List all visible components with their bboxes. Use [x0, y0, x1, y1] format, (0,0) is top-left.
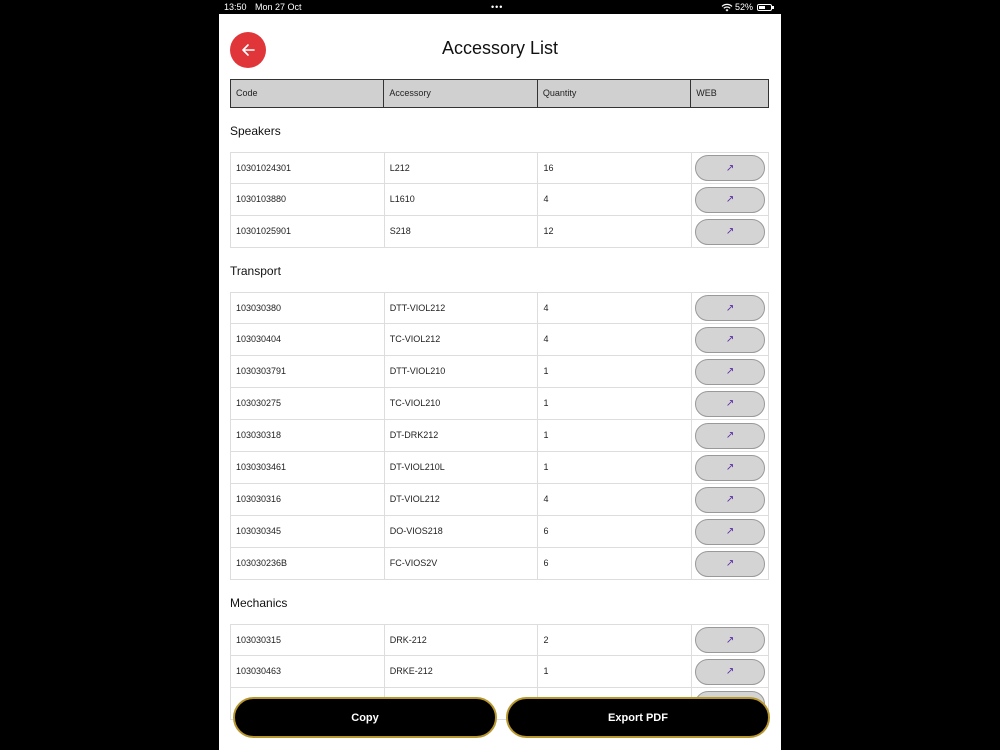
cell-accessory: DTT-VIOL210 [385, 356, 539, 387]
cell-code: 103030345 [231, 516, 385, 547]
cell-quantity: 6 [538, 548, 692, 579]
cell-quantity: 1 [538, 452, 692, 483]
external-link-icon: ↗ [725, 558, 735, 569]
table-row [230, 184, 769, 216]
battery-percent: 52% [735, 2, 754, 12]
copy-button[interactable]: Copy [233, 697, 497, 738]
cell-code: 103030316 [231, 484, 385, 515]
cell-code: 1030303461 [231, 452, 385, 483]
cell-code: 103030404 [231, 324, 385, 355]
table-row [230, 516, 769, 548]
open-web-button[interactable] [695, 295, 765, 321]
external-link-icon: ↗ [725, 462, 735, 473]
section-title: Speakers [230, 124, 281, 138]
column-header-code: Code [231, 80, 384, 107]
cell-accessory: DT-VIOL212 [385, 484, 539, 515]
cell-accessory: FC-VIOS2V [385, 548, 539, 579]
open-web-button[interactable] [695, 487, 765, 513]
external-link-icon: ↗ [725, 366, 735, 377]
cell-web [692, 656, 769, 687]
table-row [230, 484, 769, 516]
external-link-icon: ↗ [725, 194, 735, 205]
cell-quantity: 4 [538, 184, 692, 215]
cell-web [692, 484, 769, 515]
open-web-button[interactable] [695, 551, 765, 577]
section-title: Transport [230, 264, 281, 278]
cell-web [692, 452, 769, 483]
table-row [230, 624, 769, 656]
accessory-table[interactable] [230, 79, 769, 691]
status-bar [219, 0, 781, 14]
cell-quantity: 2 [538, 625, 692, 655]
cell-quantity: 4 [538, 324, 692, 355]
external-link-icon: ↗ [725, 666, 735, 677]
cell-accessory: L212 [385, 153, 539, 183]
table-row [230, 548, 769, 580]
table-row [230, 356, 769, 388]
app-screen [219, 0, 781, 750]
open-web-button[interactable] [695, 391, 765, 417]
cell-accessory: DRK-212 [385, 625, 539, 655]
external-link-icon: ↗ [725, 226, 735, 237]
table-row [230, 452, 769, 484]
status-date: Mon 27 Oct [255, 2, 302, 12]
open-web-button[interactable] [695, 187, 765, 213]
table-header [230, 79, 769, 108]
cell-quantity: 1 [538, 356, 692, 387]
external-link-icon: ↗ [725, 494, 735, 505]
cell-web [692, 324, 769, 355]
column-header-web: WEB [696, 88, 717, 98]
cell-code: 103030380 [231, 293, 385, 323]
cell-quantity: 1 [538, 656, 692, 687]
open-web-button[interactable] [695, 155, 765, 181]
cell-accessory: TC-VIOL210 [385, 388, 539, 419]
cell-quantity: 1 [538, 420, 692, 451]
cell-web [692, 356, 769, 387]
page-title: Accessory List [441, 38, 559, 58]
table-row [230, 324, 769, 356]
cell-quantity: 1 [538, 388, 692, 419]
table-body [230, 108, 769, 720]
battery-icon [757, 4, 772, 11]
external-link-icon: ↗ [725, 302, 735, 314]
cell-code: 103030275 [231, 388, 385, 419]
status-time: 13:50 [224, 2, 247, 12]
table-row [230, 388, 769, 420]
cell-code: 103030463 [231, 656, 385, 687]
column-header-accessory: Accessory [384, 80, 537, 107]
open-web-button[interactable] [695, 627, 765, 653]
external-link-icon: ↗ [725, 634, 735, 646]
cell-accessory: L1610 [385, 184, 539, 215]
cell-web [692, 625, 769, 655]
open-web-button[interactable] [695, 327, 765, 353]
cell-quantity: 12 [538, 216, 692, 247]
cell-web [692, 420, 769, 451]
cell-web [692, 293, 769, 323]
cell-web [692, 184, 769, 215]
cell-web [692, 216, 769, 247]
wifi-icon [721, 3, 733, 12]
external-link-icon: ↗ [725, 162, 735, 174]
cell-code: 10301025901 [231, 216, 385, 247]
open-web-button[interactable] [695, 519, 765, 545]
table-row [230, 656, 769, 688]
open-web-button[interactable] [695, 359, 765, 385]
open-web-button[interactable] [695, 659, 765, 685]
table-row [230, 216, 769, 248]
cell-quantity: 6 [538, 516, 692, 547]
cell-accessory: DRKE-212 [385, 656, 539, 687]
cell-quantity: 16 [538, 153, 692, 183]
cell-accessory: DTT-VIOL212 [385, 293, 539, 323]
table-row [230, 292, 769, 324]
cell-accessory: TC-VIOL212 [385, 324, 539, 355]
external-link-icon: ↗ [725, 334, 735, 345]
multitasking-dots-icon[interactable]: ••• [491, 2, 504, 12]
external-link-icon: ↗ [725, 526, 735, 537]
cell-code: 1030303791 [231, 356, 385, 387]
cell-code: 103030315 [231, 625, 385, 655]
external-link-icon: ↗ [725, 398, 735, 409]
open-web-button[interactable] [695, 219, 765, 245]
cell-code: 1030103880 [231, 184, 385, 215]
table-row [230, 420, 769, 452]
cell-web [692, 388, 769, 419]
cell-accessory: S218 [385, 216, 539, 247]
cell-code: 103030236B [231, 548, 385, 579]
cell-accessory: DT-VIOL210L [385, 452, 539, 483]
table-row [230, 152, 769, 184]
cell-web [692, 153, 769, 183]
external-link-icon: ↗ [725, 430, 735, 441]
open-web-button[interactable] [695, 423, 765, 449]
column-header-quantity: Quantity [538, 80, 691, 107]
cell-web [692, 548, 769, 579]
open-web-button[interactable] [695, 455, 765, 481]
cell-code: 10301024301 [231, 153, 385, 183]
section-title: Mechanics [230, 596, 288, 610]
export-pdf-button[interactable]: Export PDF [506, 697, 770, 738]
cell-accessory: DO-VIOS218 [385, 516, 539, 547]
cell-web [692, 516, 769, 547]
bottom-action-bar [219, 693, 781, 750]
cell-quantity: 4 [538, 293, 692, 323]
cell-code: 103030318 [231, 420, 385, 451]
cell-accessory: DT-DRK212 [385, 420, 539, 451]
cell-quantity: 4 [538, 484, 692, 515]
